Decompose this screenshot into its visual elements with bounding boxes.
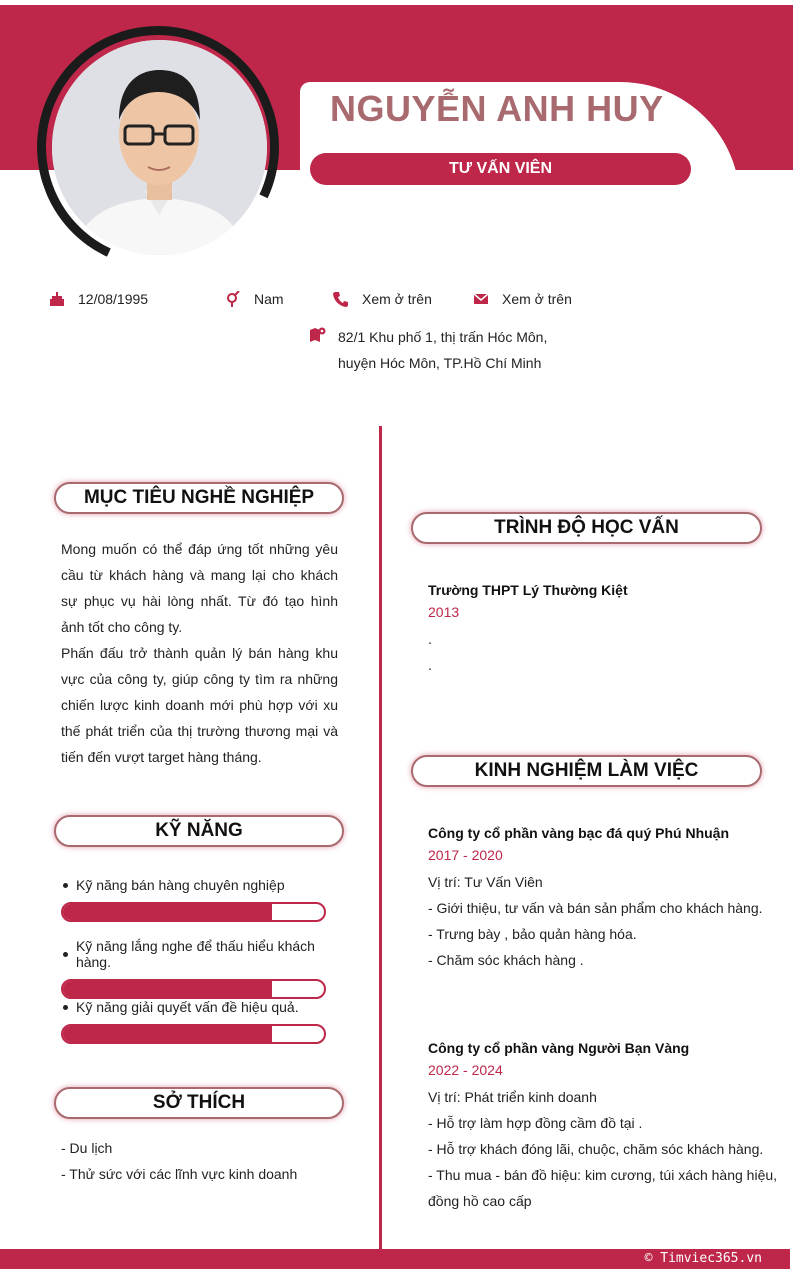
experience-line: Vị trí: Phát triển kinh doanh	[428, 1089, 597, 1105]
email-value: Xem ở trên	[502, 291, 572, 307]
experience-entry	[428, 825, 778, 973]
work-period: 2017 - 2020	[428, 847, 503, 863]
skill-bar	[61, 1024, 326, 1044]
education-line: .	[428, 631, 432, 647]
objective-title: MỤC TIÊU NGHỀ NGHIỆP	[54, 482, 344, 514]
phone-info	[332, 290, 432, 308]
email-info	[472, 290, 572, 308]
objective-paragraph-2: Phấn đấu trở thành quản lý bán hàng khu vực của công ty, giúp công ty tìm ra những chiến lược kinh doanh mới phù hợp với xu thế phát triển của thị trường thương mại và tiến đến vượt target hàng tháng.	[61, 645, 338, 765]
experience-line: - Hỗ trợ khách đóng lãi, chuộc, chăm sóc khách hàng.	[428, 1141, 764, 1157]
hobbies-title: SỞ THÍCH	[54, 1087, 344, 1119]
map-pin-icon	[310, 327, 326, 376]
column-divider	[379, 426, 382, 1251]
experience-line: - Chăm sóc khách hàng .	[428, 952, 584, 968]
phone-icon	[332, 290, 350, 308]
work-period: 2022 - 2024	[428, 1062, 503, 1078]
skill-item	[61, 938, 351, 999]
skill-bar-fill	[63, 904, 272, 920]
birthday-info	[48, 290, 148, 308]
company-name: Công ty cổ phần vàng bạc đá quý Phú Nhuận	[428, 825, 730, 841]
education-line: .	[428, 657, 432, 673]
objective-text	[61, 536, 338, 770]
hobby-item: - Du lịch	[61, 1140, 113, 1156]
education-entry	[428, 582, 778, 678]
skill-item	[61, 999, 351, 1044]
footer-band	[0, 1249, 790, 1269]
avatar	[52, 40, 267, 255]
bullet-icon	[63, 1005, 68, 1010]
job-title: TƯ VẤN VIÊN	[310, 153, 691, 185]
skill-label: Kỹ năng giải quyết vấn đề hiệu quả.	[76, 999, 299, 1015]
bullet-icon	[63, 952, 68, 957]
bullet-icon	[63, 883, 68, 888]
mail-icon	[472, 290, 490, 308]
birthday-value: 12/08/1995	[78, 291, 149, 307]
experience-line: Vị trí: Tư Vấn Viên	[428, 874, 543, 890]
experience-line: - Thu mua - bán đồ hiệu: kim cương, túi xách hàng hiệu, đồng hồ cao cấp	[428, 1167, 778, 1209]
hobbies-list	[61, 1135, 297, 1187]
skills-title: KỸ NĂNG	[54, 815, 344, 847]
address-info	[310, 324, 548, 376]
school-name: Trường THPT Lý Thường Kiệt	[428, 582, 628, 598]
gender-info	[224, 290, 284, 308]
experience-entry	[428, 1040, 790, 1214]
objective-paragraph-1: Mong muốn có thể đáp ứng tốt những yêu cầu từ khách hàng và mang lại cho khách sự phục vụ hài lòng nhất. Từ đó tạo hình ảnh tốt cho công ty.	[61, 541, 338, 635]
birthday-cake-icon	[48, 290, 66, 308]
experience-line: - Hỗ trợ làm hợp đồng cầm đồ tại .	[428, 1115, 643, 1131]
skill-label: Kỹ năng lắng nghe để thấu hiểu khách hàng.	[75, 938, 315, 970]
skill-bar	[61, 902, 326, 922]
phone-value: Xem ở trên	[362, 291, 432, 307]
education-title: TRÌNH ĐỘ HỌC VẤN	[411, 512, 762, 544]
experience-title: KINH NGHIỆM LÀM VIỆC	[411, 755, 762, 787]
gender-icon	[224, 290, 242, 308]
candidate-name: NGUYỄN ANH HUY	[330, 88, 664, 129]
company-name: Công ty cổ phần vàng Người Bạn Vàng	[428, 1040, 690, 1056]
skill-bar-fill	[63, 1026, 272, 1042]
skill-label: Kỹ năng bán hàng chuyên nghiệp	[76, 877, 285, 893]
school-year: 2013	[428, 604, 460, 620]
address-value: 82/1 Khu phố 1, thị trấn Hóc Môn, huyện Hóc Môn, TP.Hồ Chí Minh	[338, 329, 548, 371]
experience-line: - Trưng bày , bảo quản hàng hóa.	[428, 926, 637, 942]
skill-bar	[61, 979, 326, 999]
gender-value: Nam	[254, 291, 284, 307]
footer-watermark: © Timviec365.vn	[644, 1251, 762, 1266]
skill-item	[61, 877, 351, 922]
experience-line: - Giới thiệu, tư vấn và bán sản phẩm cho khách hàng.	[428, 900, 763, 916]
skill-bar-fill	[63, 981, 272, 997]
hobby-item: - Thử sức với các lĩnh vực kinh doanh	[61, 1166, 298, 1182]
